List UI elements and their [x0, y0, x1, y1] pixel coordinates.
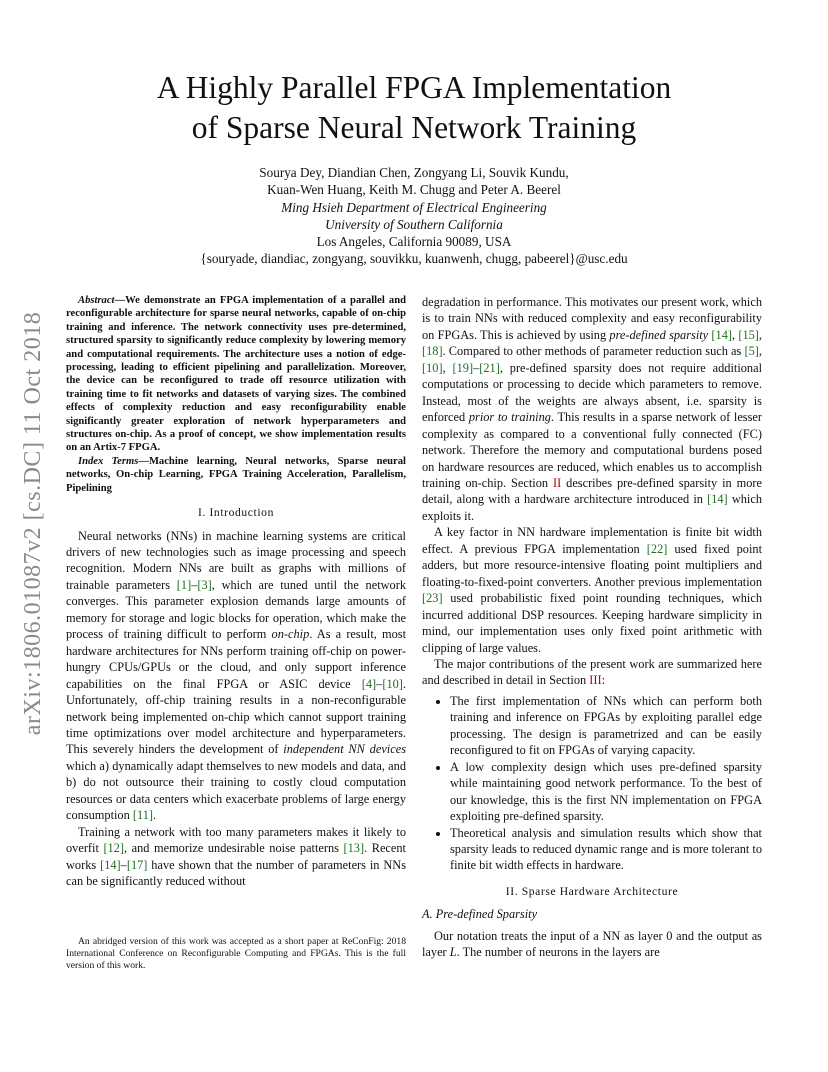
emphasis: prior to training	[468, 410, 551, 425]
citation-link[interactable]: [18]	[422, 344, 443, 359]
text-run: describes pre-defined sparsity in more detail, along with a hardware architecture introduced in	[422, 475, 763, 507]
citation-link[interactable]: [12]	[103, 841, 125, 856]
section-heading-architecture: II. Sparse Hardware Architecture	[505, 884, 679, 898]
citation-link[interactable]: [17]	[126, 857, 148, 872]
text-run: The major contributions of the present work are summarized here and described in detail in Section	[422, 656, 762, 688]
right-paragraph-3	[422, 656, 762, 689]
text-run: –	[473, 360, 480, 375]
text-run: . The number of neurons in the layers are	[456, 945, 660, 960]
text-run: have shown that the number of parameters in NNs can be significantly reduced without	[66, 857, 406, 889]
text-run: which exploits it.	[422, 492, 762, 523]
section-ref-link[interactable]: II	[552, 475, 562, 490]
text-run: ,	[758, 344, 762, 359]
text-run: . Compared to other methods of parameter reduction such as	[442, 344, 745, 359]
text-run: used fixed point adders, but more resource-intensive floating point multipliers and floating-to-fixed-point converters. Another previous implementation	[422, 541, 762, 589]
citation-link[interactable]: [5]	[744, 344, 759, 359]
text-run: . This results in a sparse network of lesser complexity as compared to a conventional fully connected (FC) network. Therefore the memory and computational burdens posed on hardware resources are reduced, which enables us to accomplish training on-chip. Section	[422, 410, 763, 490]
section-ref-link[interactable]: III	[589, 673, 602, 688]
author-emails: {souryade, diandiac, zongyang, souvikku, kuanwenh, chugg, pabeerel}@usc.edu	[200, 251, 628, 267]
text-run: , which are tuned until the network converges. This parameter explosion demands large amounts of memory for storage and logic blocks for operation, which make the process of training difficult to perform	[66, 577, 407, 642]
math-symbol: L	[449, 945, 457, 960]
right-column	[422, 294, 762, 961]
text-run: degradation in performance. This motivates our present work, which is to train NNs with reduced complexity and easy reconfigurability on FPGAs. This is achieved by using	[422, 295, 762, 342]
author-block	[0, 164, 828, 268]
index-terms	[66, 455, 406, 495]
author-names-line-2: Kuan-Wen Huang, Keith M. Chugg and Peter A. Beerel	[267, 182, 561, 198]
text-run: ,	[732, 327, 739, 342]
citation-link[interactable]: [3]	[197, 577, 212, 592]
intro-paragraph-1	[66, 528, 406, 824]
emphasis: on-chip	[271, 627, 310, 642]
intro-paragraph-2	[66, 824, 406, 890]
text-run: . Recent works	[66, 841, 406, 872]
right-paragraph-2	[422, 524, 762, 656]
citation-link[interactable]: [14]	[707, 492, 728, 507]
arxiv-identifier: arXiv:1806.01087v2 [cs.DC] 11 Oct 2018	[20, 311, 47, 735]
text-run: used probabilistic fixed point rounding techniques, which incurred additional DSP resources. Keeping hardware simplicity in mind, our implementation uses only fixed point arithmetic with clipping of large values.	[422, 591, 762, 655]
abstract-label: Abstract	[78, 295, 115, 306]
text-run: ,	[442, 360, 453, 375]
text-run: A key factor in NN hardware implementation is finite bit width effect. A previous FPGA implementation	[422, 525, 762, 556]
citation-link[interactable]: [15]	[738, 327, 759, 342]
text-run: .	[152, 808, 157, 823]
right-paragraph-4	[422, 928, 762, 961]
contribution-item: • The first implementation of NNs which can perform both training and inference on FPGAs by exploiting parallel edge processing. The design is parametrized and can be easily reconfigured to fit on FPGAs of varying capacity.	[450, 693, 762, 759]
text-run: –	[376, 676, 383, 691]
text-run: Our notation treats the input of a NN as layer 0 and the output as layer	[422, 928, 762, 960]
text-run: –	[120, 857, 127, 872]
affiliation-city: Los Angeles, California 90089, USA	[316, 234, 512, 250]
subsection-heading-predefined-sparsity: A. Pre-defined Sparsity	[422, 907, 538, 922]
text-run: . As a result, most hardware architectures for NNs perform training off-chip on power-hungry CPUs/GPUs or the cloud, and only support inference capabilities on the final FPGA or ASIC device	[66, 627, 406, 691]
text-run: which a) dynamically adapt themselves to new models and data, and b) do not outsource their training to costly cloud computation resources or data centers which exacerbate problems of large energy consumption	[66, 758, 406, 823]
paper-title	[0, 68, 828, 148]
citation-link[interactable]: [13]	[343, 841, 365, 856]
index-terms-label: Index Terms	[78, 455, 139, 467]
citation-link[interactable]: [11]	[132, 808, 153, 823]
emphasis: independent NN devices	[283, 742, 406, 757]
citation-link[interactable]: [23]	[422, 591, 443, 606]
text-run: , and memorize undesirable noise patterns	[124, 841, 344, 856]
citation-link[interactable]: [14]	[100, 857, 121, 872]
text-run: :	[601, 673, 606, 688]
citation-link[interactable]: [19]	[452, 360, 474, 375]
abstract	[66, 294, 406, 455]
text-run: Training a network with too many parameters makes it likely to overfit	[66, 824, 406, 856]
emphasis: pre-defined sparsity	[609, 327, 709, 342]
citation-link[interactable]: [22]	[646, 541, 668, 556]
citation-link[interactable]: [10]	[422, 360, 443, 375]
contribution-item: • Theoretical analysis and simulation results which show that sparsity leads to reduced dynamic range and is more tolerant to finite bit width effects in hardware.	[450, 825, 762, 874]
text-run: , pre-defined sparsity does not require additional computations or processing to decide which parameters to remove. Instead, most of the weights are always absent, i.e. sparsity is enforced	[422, 360, 762, 425]
citation-link[interactable]: [14]	[711, 327, 732, 342]
citation-link[interactable]: [4]	[361, 676, 377, 691]
text-run: ,	[758, 327, 762, 342]
affiliation-department: Ming Hsieh Department of Electrical Engineering	[281, 199, 547, 215]
contributions-list	[422, 693, 762, 874]
text-run: –	[191, 577, 198, 592]
index-terms-text: —Machine learning, Neural networks, Sparse neural networks, On-chip Learning, FPGA Training Acceleration, Parallelism, Pipelining	[66, 455, 407, 494]
title-line-2: of Sparse Neural Network Training	[191, 110, 637, 145]
title-line-1: A Highly Parallel FPGA Implementation	[156, 70, 672, 105]
left-column	[66, 294, 406, 890]
text-run: Neural networks (NNs) in machine learning systems are critical drivers of new technologies such as image processing and speech recognition. Modern NNs are built as graphs with millions of trainable parameters	[66, 528, 406, 592]
footnote: An abridged version of this work was accepted as a short paper at ReConFig: 2018 International Conference on Reconfigurable Computing and FPGAs. This is the full version of this work.	[66, 936, 406, 971]
section-heading-introduction: I. Introduction	[198, 506, 274, 520]
citation-link[interactable]: [1]	[176, 577, 192, 592]
text-run: . Unfortunately, off-chip training results in a non-reconfigurable network being implemented on-chip which cannot support training time optimizations over model architecture and hyperparameters. This severely hinders the development of	[66, 676, 406, 757]
abstract-text: —We demonstrate an FPGA implementation of a parallel and reconfigurable architecture for sparse neural networks, capable of on-chip training and inference. The network connectivity uses pre-determined, structured sparsity to significantly reduce complexity by lowering memory and computational requirements. The architecture uses a notion of edge-processing, leading to efficient pipelining and parallelization. Moreover, the device can be reconfigured to trade off resource utilization with training time to fit networks and datasets of varying sizes. The combined effects of complexity reduction and easy reconfigurability enable significantly greater exploration of network hyperparameters and structures on-chip. As a proof of concept, we show implementation results on an Artix-7 FPGA.	[66, 295, 406, 454]
citation-link[interactable]: [10]	[382, 676, 403, 691]
affiliation-university: University of Southern California	[325, 216, 503, 232]
right-paragraph-1	[422, 294, 762, 524]
author-names-line-1: Sourya Dey, Diandian Chen, Zongyang Li, Souvik Kundu,	[259, 165, 569, 180]
contribution-item: • A low complexity design which uses pre-defined sparsity while maintaining good network performance. To the best of our knowledge, this is the first NN implementation on FPGA exploiting pre-defined sparsity.	[450, 759, 762, 825]
citation-link[interactable]: [21]	[479, 360, 500, 375]
arxiv-watermark	[4, 288, 64, 758]
